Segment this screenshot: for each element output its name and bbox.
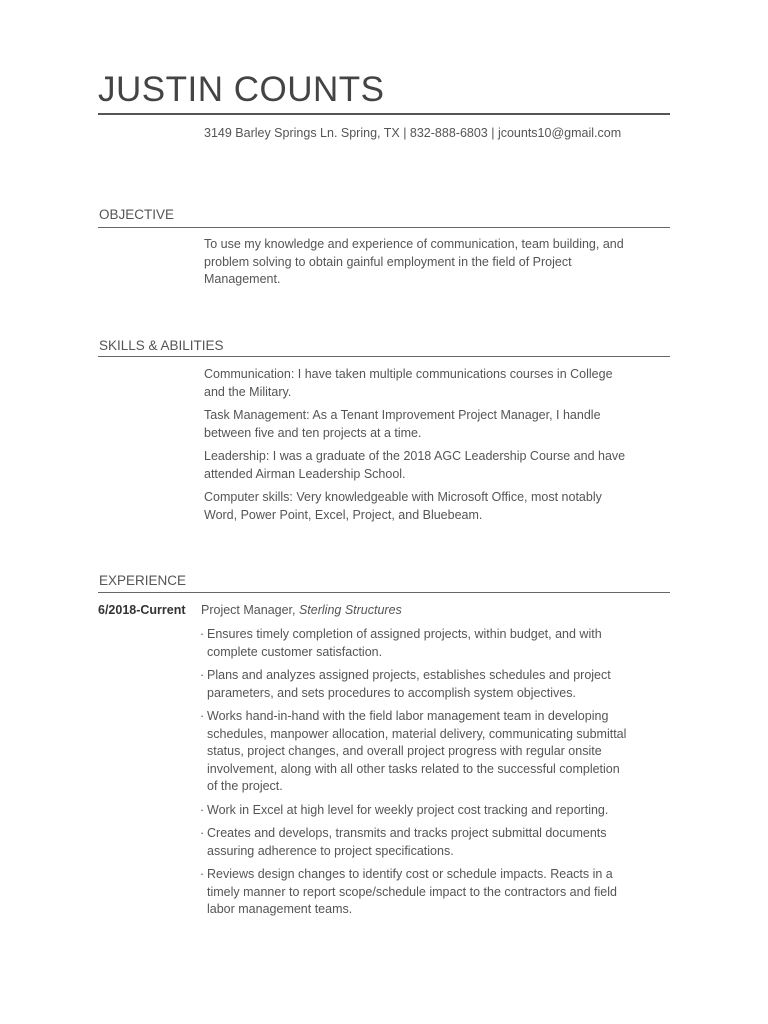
candidate-name: JUSTIN COUNTS bbox=[98, 70, 385, 109]
list-item bbox=[200, 667, 630, 702]
section-title-experience: EXPERIENCE bbox=[99, 573, 187, 588]
duty-text: Creates and develops, transmits and tracks project submittal documents assuring adherence to project specifications. bbox=[207, 826, 607, 858]
bullet-marker: · bbox=[200, 802, 205, 817]
list-item bbox=[200, 708, 630, 796]
job-company: Sterling Structures bbox=[298, 603, 402, 617]
job-dates: 6/2018-Current bbox=[98, 603, 186, 617]
section-divider-objective bbox=[98, 227, 670, 228]
job-role: Project Manager, bbox=[201, 603, 299, 617]
bullet-marker: · bbox=[200, 627, 205, 641]
skills-list bbox=[204, 366, 629, 530]
list-item bbox=[200, 802, 630, 820]
skill-item: Computer skills: Very knowledgeable with Microsoft Office, most notably Word, Power Point, Excel, Project, and Bluebeam. bbox=[204, 490, 602, 522]
section-divider-experience bbox=[98, 592, 670, 593]
duty-text: Plans and analyzes assigned projects, establishes schedules and project parameters, and sets procedures to accomplish system objectives. bbox=[207, 668, 611, 700]
list-item bbox=[200, 825, 630, 860]
duty-text: Ensures timely completion of assigned projects, within budget, and with complete customer satisfaction. bbox=[207, 627, 602, 659]
skill-item: Communication: I have taken multiple communications courses in College and the Military. bbox=[204, 367, 613, 399]
name-divider bbox=[98, 113, 670, 115]
section-title-objective: OBJECTIVE bbox=[99, 207, 175, 222]
objective-text: To use my knowledge and experience of communication, team building, and problem solving to obtain gainful employment in the field of Project Management. bbox=[204, 237, 624, 286]
duty-text: Work in Excel at high level for weekly project cost tracking and reporting. bbox=[207, 802, 609, 817]
duty-text: Works hand-in-hand with the field labor management team in developing schedules, manpower allocation, material delivery, communicating submittal status, project changes, and overall project progress with regular onsite involvement, along with all other tasks related to the successful completion of the project. bbox=[207, 709, 627, 793]
list-item bbox=[200, 626, 630, 661]
bullet-marker: · bbox=[200, 867, 205, 881]
bullet-marker: · bbox=[200, 709, 205, 723]
skill-item: Task Management: As a Tenant Improvement Project Manager, I handle between five and ten projects at a time. bbox=[204, 408, 601, 440]
skill-item: Leadership: I was a graduate of the 2018 AGC Leadership Course and have attended Airman Leadership School. bbox=[204, 449, 626, 481]
section-divider-skills bbox=[98, 356, 670, 357]
job-title-line bbox=[201, 601, 402, 619]
job-duties-list bbox=[200, 626, 630, 925]
section-title-skills: SKILLS & ABILITIES bbox=[99, 338, 224, 353]
list-item bbox=[200, 866, 630, 919]
duty-text: Reviews design changes to identify cost or schedule impacts. Reacts in a timely manner to report scope/schedule impact to the contractors and field labor management teams. bbox=[207, 867, 617, 916]
bullet-marker: · bbox=[200, 826, 205, 840]
contact-info: 3149 Barley Springs Ln. Spring, TX | 832-888-6803 | jcounts10@gmail.com bbox=[204, 126, 622, 140]
bullet-marker: · bbox=[200, 668, 205, 682]
